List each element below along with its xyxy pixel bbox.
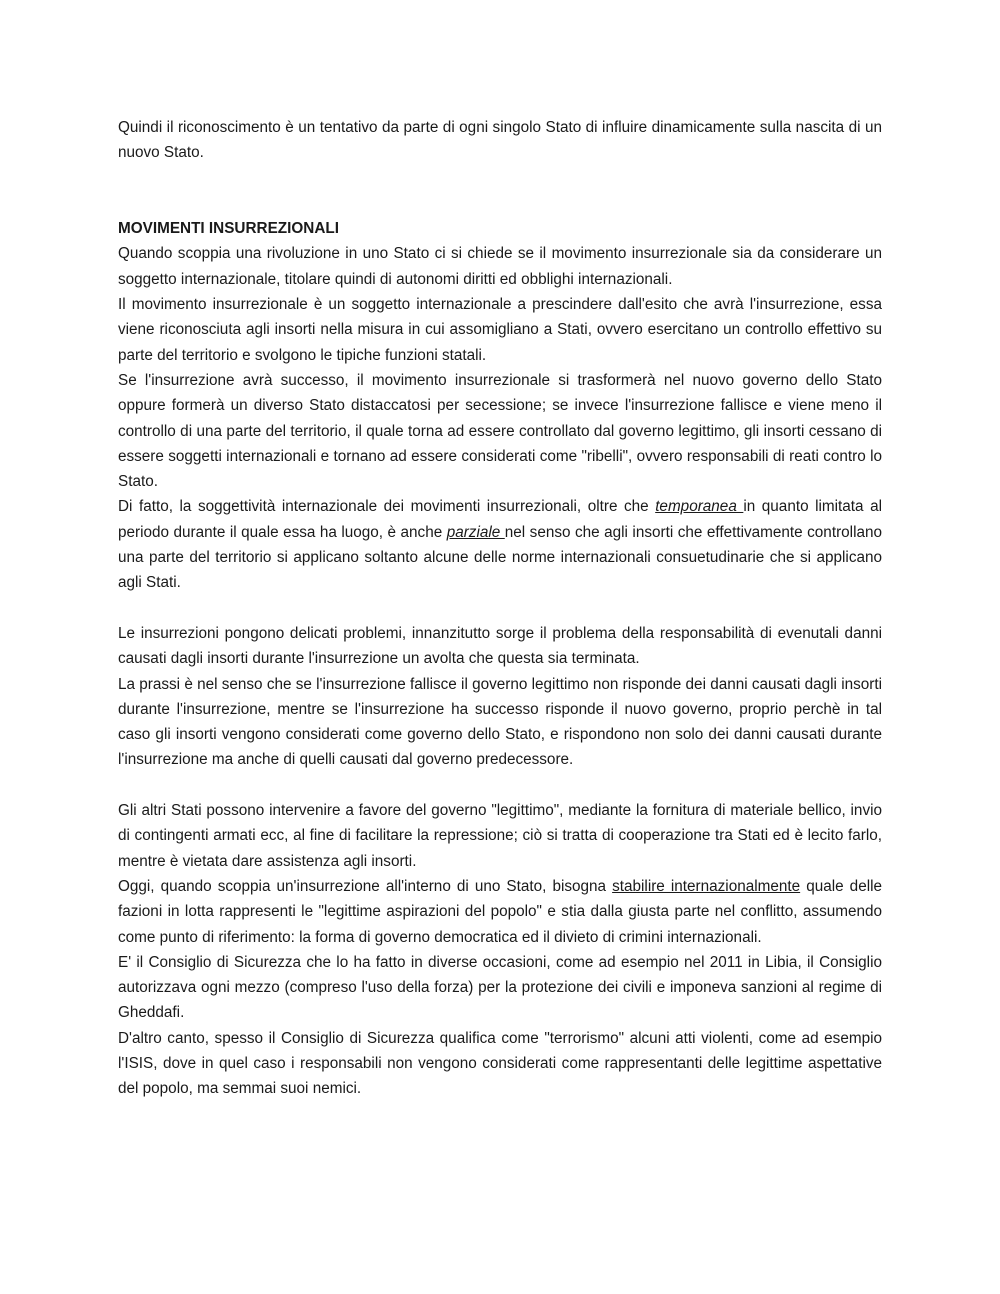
paragraph-8-text-b: quale delle fazioni in lotta rappresenti le "legittime aspirazioni del popolo" e stia dalla giusta parte nel conflitto, assumendo come punto di riferimento: la forma di governo democratica ed il divieto di crimini internazionali. xyxy=(118,877,883,946)
paragraph-7: Gli altri Stati possono intervenire a favore del governo "legittimo", mediante la fornitura di materiale bellico, invio di contingenti armati ecc, al fine di facilitare la repressione; ciò si tratta di cooperazione tra Stati ed è lecito farlo, mentre è vietata dare assistenza agli insorti. xyxy=(118,802,882,870)
intro-paragraph: Quindi il riconoscimento è un tentativo da parte di ogni singolo Stato di influire dinamicamente sulla nascita di un nuovo Stato. xyxy=(118,119,882,162)
emphasis-parziale: parziale xyxy=(446,523,505,541)
paragraph-4 xyxy=(118,494,882,595)
paragraph-3: Se l'insurrezione avrà successo, il movimento insurrezionale si trasformerà nel nuovo governo dello Stato oppure formerà un diverso Stato distaccatosi per secessione; se invece l'insurrezione fallisce e viene meno il controllo di una parte del territorio, il quale torna ad essere controllato dal governo legittimo, gli insorti cessano di essere soggetti internazionali e tornano ad essere considerati come "ribelli", ovvero responsabili di reati contro lo Stato. xyxy=(118,371,882,491)
spacer xyxy=(118,596,882,621)
spacer xyxy=(118,166,882,217)
paragraph-8 xyxy=(118,874,882,950)
spacer xyxy=(118,773,882,798)
paragraph-4-text-b: in quanto limitata al periodo durante il quale essa ha luogo, è anche xyxy=(118,498,882,541)
paragraph-5: Le insurrezioni pongono delicati problemi, innanzitutto sorge il problema della responsabilità di evenutali danni causati dagli insorti durante l'insurrezione un avolta che questa sia terminata. xyxy=(118,624,882,668)
paragraph-10: D'altro canto, spesso il Consiglio di Sicurezza qualifica come "terrorismo" alcuni atti violenti, come ad esempio l'ISIS, dove in quel caso i responsabili non vengono considerati come rappresentanti delle legittime aspettative del popolo, ma semmai suoi nemici. xyxy=(118,1029,882,1098)
document-page xyxy=(118,115,882,1102)
paragraph-6: La prassi è nel senso che se l'insurrezione fallisce il governo legittimo non risponde dei danni causati dagli insorti durante l'insurrezione, mentre se l'insurrezione ha successo risponde il nuovo governo, proprio perchè in tal caso gli insorti vengono considerati come governo dello Stato, e rispondono non solo dei danni causati durante l'insurrezione ma anche di quelli causati dal governo predecessore. xyxy=(118,675,882,769)
paragraph-2: Il movimento insurrezionale è un soggetto internazionale a prescindere dall'esito che avrà l'insurrezione, essa viene riconosciuta agli insorti nella misura in cui assomigliano a Stati, ovvero esercitano un controllo effettivo su parte del territorio e svolgono le tipiche funzioni statali. xyxy=(118,296,882,364)
paragraph-8-text-a: Oggi, quando scoppia un'insurrezione all'interno di uno Stato, bisogna xyxy=(118,877,613,895)
paragraph-9: E' il Consiglio di Sicurezza che lo ha fatto in diverse occasioni, come ad esempio nel 2011 in Libia, il Consiglio autorizzava ogni mezzo (compreso l'uso della forza) per la protezione dei civili e imponeva sanzioni al regime di Gheddafi. xyxy=(118,953,882,1022)
emphasis-temporanea: temporanea xyxy=(655,498,744,516)
paragraph-1: Quando scoppia una rivoluzione in uno Stato ci si chiede se il movimento insurrezionale sia da considerare un soggetto internazionale, titolare quindi di autonomi diritti ed obblighi internazionali. xyxy=(118,245,882,288)
paragraph-4-text-a: Di fatto, la soggettività internazionale dei movimenti insurrezionali, oltre che xyxy=(118,498,656,516)
section-heading: MOVIMENTI INSURREZIONALI xyxy=(118,220,339,238)
paragraph-4-text-c: nel senso che agli insorti che effettivamente controllano una parte del territorio si applicano soltanto alcune delle norme internazionali consuetudinarie che si applicano agli Stati. xyxy=(118,523,882,592)
underlined-phrase: stabilire internazionalmente xyxy=(612,877,801,895)
